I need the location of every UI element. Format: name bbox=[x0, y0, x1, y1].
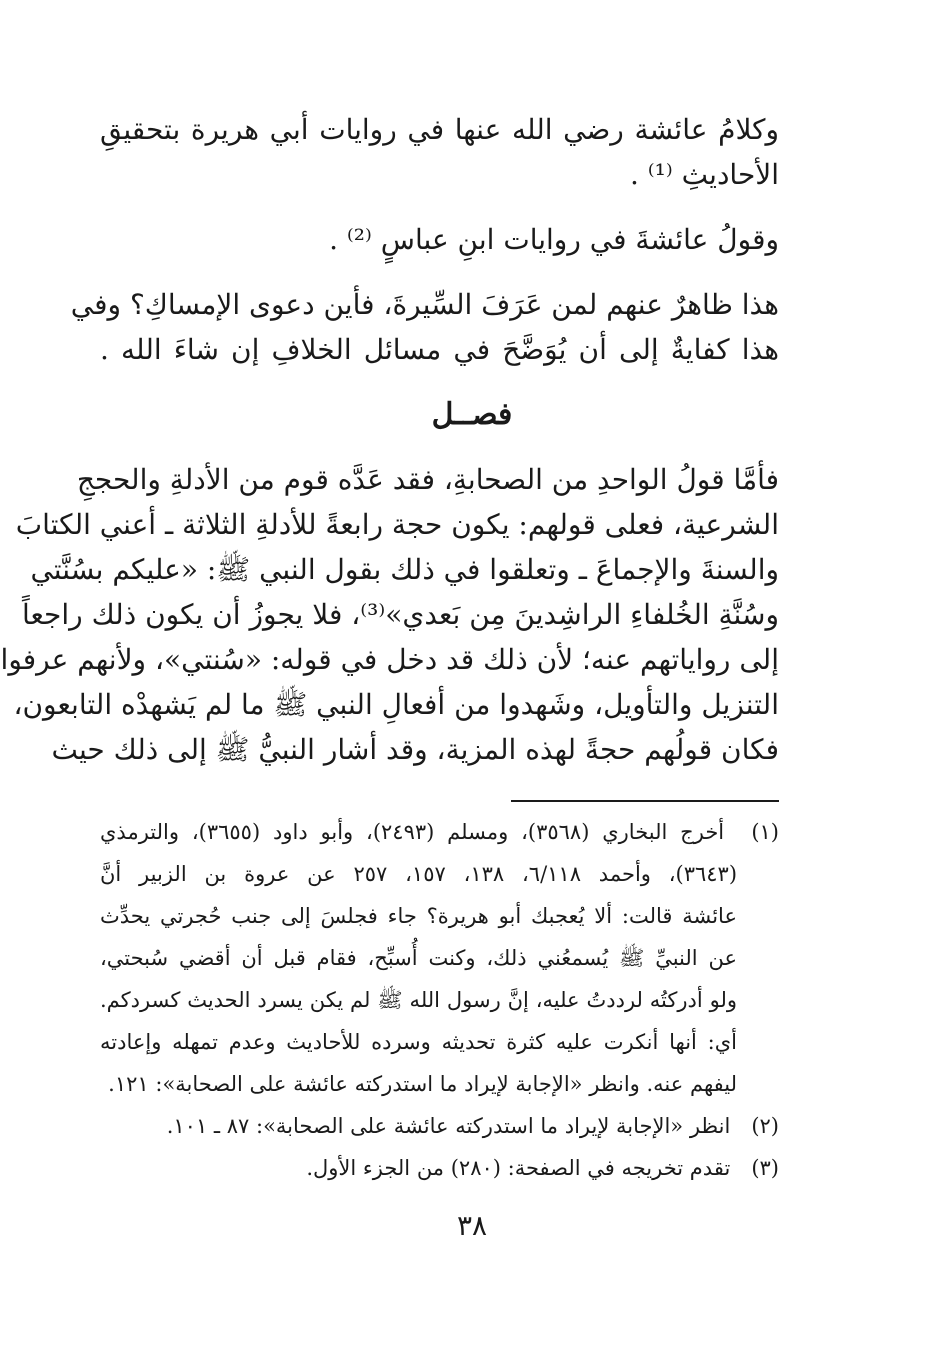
footnote-text: أخرج البخاري (٣٥٦٨)، ومسلم (٢٤٩٣)، وأبو داود (٣٦٥٥)، والترمذي bbox=[100, 820, 725, 844]
body-line-2: الأحاديثِ ⁽¹⁾ . bbox=[629, 158, 779, 191]
footnote-number: (٣) bbox=[751, 1156, 779, 1180]
footnote-line-2: (٣٦٤٣)، وأحمد ٦/١١٨، ١٣٨، ١٥٧، ٢٥٧ عن عروة بن الزبير أنَّ bbox=[100, 862, 738, 886]
page-number: ٣٨ bbox=[456, 1209, 488, 1242]
footnote-text: انظر «الإجابة لإيراد ما استدركته عائشة على الصحابة»: ٨٧ ـ ١٠١. bbox=[166, 1114, 731, 1138]
section-heading-text: فصــل bbox=[431, 397, 513, 432]
body-line-4: هذا ظاهرٌ عنهم لمن عَرَفَ السِّيرةَ، فأين دعوى الإمساكِ؟ وفي bbox=[70, 288, 779, 321]
footnote-line-4: عن النبيِّ ﷺ يُسمعُني ذلك، وكنت أُسبِّح، فقام قبل أن أقضي سُبحتي، bbox=[100, 946, 737, 970]
body-line-1: وكلامُ عائشة رضي الله عنها في روايات أبي هريرة بتحقيقِ bbox=[100, 113, 779, 146]
footnote-number: (١) bbox=[751, 820, 779, 844]
footnote-line-3: عائشة قالت: ألا يُعجبك أبو هريرة؟ جاء فجلسَ إلى جنب حُجرتي يحدِّث bbox=[100, 904, 737, 928]
section-heading bbox=[0, 393, 944, 437]
footnote-2 bbox=[100, 1110, 779, 1143]
footnote-number: (٢) bbox=[751, 1114, 779, 1138]
body-line-10: إلى رواياتهم عنه؛ لأن ذلك قد دخل في قوله: «سُنتي»، ولأنهم عرفوا bbox=[0, 643, 779, 676]
footnote-separator bbox=[511, 800, 779, 802]
footnote-line-1 bbox=[100, 816, 779, 849]
body-line-9: وسُنَّةِ الخُلفاءِ الراشِدينَ مِن بَعدي»⁽³⁾، فلا يجوزُ أن يكون ذلك راجعاً bbox=[22, 598, 779, 631]
body-line-5: هذا كفايةٌ إلى أن يُوَضَّحَ في مسائل الخلافِ إن شاءَ الله . bbox=[100, 333, 779, 366]
body-line-7: الشرعية، فعلى قولهم: يكون حجة رابعةً للأدلةِ الثلاثة ـ أعني الكتابَ bbox=[15, 508, 779, 541]
footnote-line-6: أي: أنها أنكرت عليه كثرة تحديثه وسرده للأحاديث وعدم تمهله وإعادته bbox=[100, 1030, 737, 1054]
body-line-12: فكان قولُهم حجةً لهذه المزية، وقد أشار النبيُّ ﷺ إلى ذلك حيث bbox=[51, 733, 779, 766]
body-line-6: فأمَّا قولُ الواحدِ من الصحابةِ، فقد عَدَّه قوم من الأدلةِ والحججِ bbox=[76, 463, 779, 496]
body-line-8: والسنةَ والإجماعَ ـ وتعلقوا في ذلك بقول النبي ﷺ: «عليكم بسُنَّتي bbox=[30, 553, 779, 586]
body-line-3: وقولُ عائشةَ في روايات ابنِ عباسٍ ⁽²⁾ . bbox=[329, 223, 779, 256]
footnote-text: تقدم تخريجه في الصفحة: (٢٨٠) من الجزء الأول. bbox=[306, 1156, 731, 1180]
footnote-line-7: ليفهم عنه. وانظر «الإجابة لإيراد ما استدركته عائشة على الصحابة»: ١٢١. bbox=[108, 1072, 737, 1096]
footnote-line-5: ولو أدركتُه لرددتُ عليه، إنَّ رسول الله ﷺ لم يكن يسرد الحديث كسردكم. bbox=[100, 988, 737, 1012]
footnote-3 bbox=[100, 1152, 779, 1185]
body-line-11: التنزيل والتأويل، وشَهدوا من أفعالِ النبي ﷺ ما لم يَشهدْه التابعون، bbox=[13, 688, 779, 721]
